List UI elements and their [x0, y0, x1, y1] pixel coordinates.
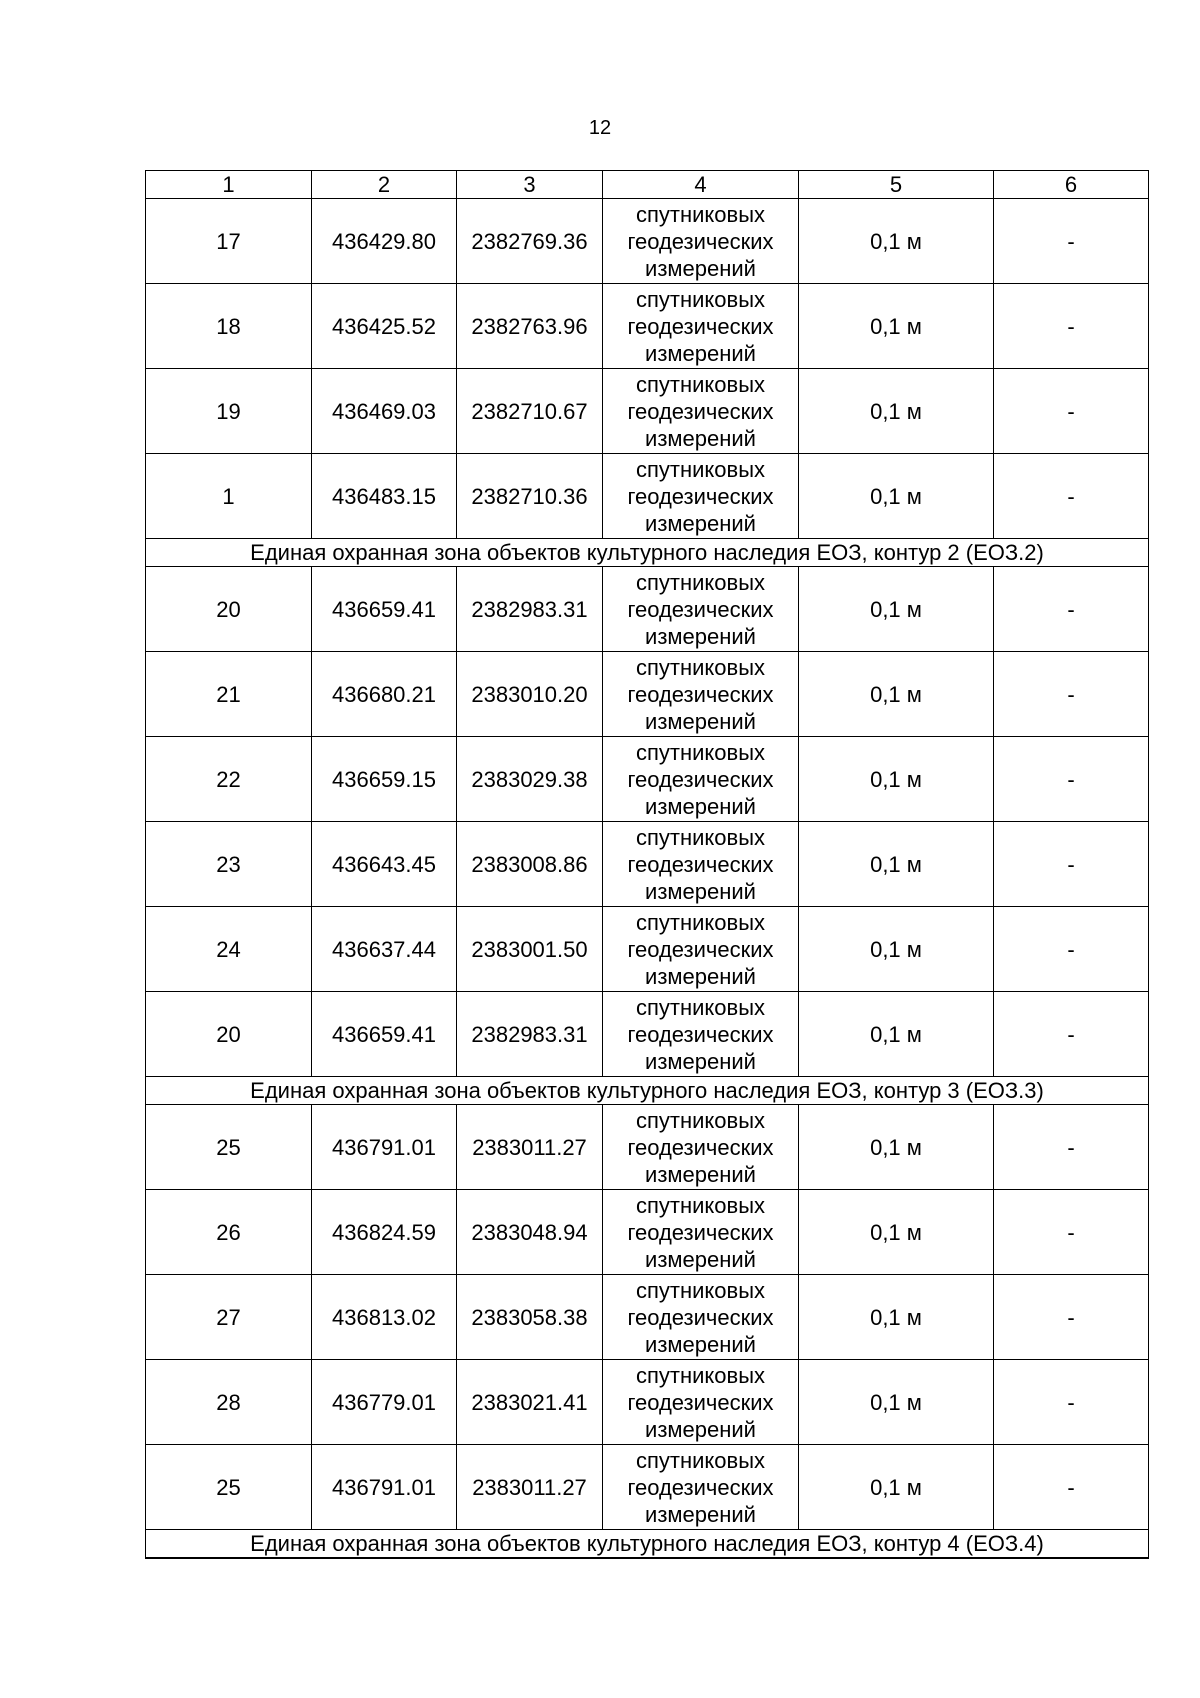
page-number: 12 — [588, 117, 612, 139]
accuracy-cell: 0,1 м — [799, 652, 994, 737]
method-cell: спутниковых геодезических измерений — [603, 1275, 799, 1360]
accuracy-cell: 0,1 м — [799, 1360, 994, 1445]
x-coordinate-cell: 436425.52 — [312, 284, 457, 369]
point-number-cell: 28 — [146, 1360, 312, 1445]
point-number-cell: 20 — [146, 992, 312, 1077]
extra-cell: - — [994, 454, 1149, 539]
y-coordinate-cell: 2382710.36 — [457, 454, 603, 539]
x-coordinate-cell: 436824.59 — [312, 1190, 457, 1275]
header-cell: 1 — [146, 171, 312, 199]
method-cell: спутниковых геодезических измерений — [603, 1360, 799, 1445]
extra-cell: - — [994, 652, 1149, 737]
point-number-cell: 1 — [146, 454, 312, 539]
header-cell: 3 — [457, 171, 603, 199]
point-number-cell: 25 — [146, 1445, 312, 1530]
method-cell: спутниковых геодезических измерений — [603, 992, 799, 1077]
y-coordinate-cell: 2383010.20 — [457, 652, 603, 737]
section-header-row — [146, 1077, 1149, 1105]
accuracy-cell: 0,1 м — [799, 284, 994, 369]
header-cell: 6 — [994, 171, 1149, 199]
x-coordinate-cell: 436779.01 — [312, 1360, 457, 1445]
table-row — [146, 567, 1149, 652]
x-coordinate-cell: 436659.41 — [312, 992, 457, 1077]
accuracy-cell: 0,1 м — [799, 992, 994, 1077]
y-coordinate-cell: 2383029.38 — [457, 737, 603, 822]
y-coordinate-cell: 2382983.31 — [457, 992, 603, 1077]
header-cell: 4 — [603, 171, 799, 199]
y-coordinate-cell: 2383011.27 — [457, 1445, 603, 1530]
table-row — [146, 454, 1149, 539]
y-coordinate-cell: 2382710.67 — [457, 369, 603, 454]
accuracy-cell: 0,1 м — [799, 907, 994, 992]
x-coordinate-cell: 436659.41 — [312, 567, 457, 652]
extra-cell: - — [994, 1275, 1149, 1360]
accuracy-cell: 0,1 м — [799, 369, 994, 454]
method-cell: спутниковых геодезических измерений — [603, 907, 799, 992]
table-row — [146, 1190, 1149, 1275]
section-header-row — [146, 1530, 1149, 1559]
header-cell: 5 — [799, 171, 994, 199]
extra-cell: - — [994, 199, 1149, 284]
table-row — [146, 652, 1149, 737]
table-row — [146, 907, 1149, 992]
x-coordinate-cell: 436429.80 — [312, 199, 457, 284]
section-title: Единая охранная зона объектов культурного наследия ЕОЗ, контур 4 (ЕОЗ.4) — [146, 1530, 1149, 1559]
point-number-cell: 25 — [146, 1105, 312, 1190]
table-body — [146, 171, 1149, 1559]
table-row — [146, 992, 1149, 1077]
table-row — [146, 369, 1149, 454]
x-coordinate-cell: 436791.01 — [312, 1105, 457, 1190]
point-number-cell: 26 — [146, 1190, 312, 1275]
point-number-cell: 19 — [146, 369, 312, 454]
table-row — [146, 1105, 1149, 1190]
y-coordinate-cell: 2383048.94 — [457, 1190, 603, 1275]
table-row — [146, 1275, 1149, 1360]
x-coordinate-cell: 436469.03 — [312, 369, 457, 454]
point-number-cell: 27 — [146, 1275, 312, 1360]
method-cell: спутниковых геодезических измерений — [603, 652, 799, 737]
table-row — [146, 822, 1149, 907]
extra-cell: - — [994, 1105, 1149, 1190]
extra-cell: - — [994, 567, 1149, 652]
extra-cell: - — [994, 822, 1149, 907]
extra-cell: - — [994, 1190, 1149, 1275]
table-row — [146, 1360, 1149, 1445]
accuracy-cell: 0,1 м — [799, 454, 994, 539]
method-cell: спутниковых геодезических измерений — [603, 454, 799, 539]
extra-cell: - — [994, 369, 1149, 454]
section-header-row — [146, 539, 1149, 567]
method-cell: спутниковых геодезических измерений — [603, 284, 799, 369]
y-coordinate-cell: 2383008.86 — [457, 822, 603, 907]
extra-cell: - — [994, 992, 1149, 1077]
x-coordinate-cell: 436680.21 — [312, 652, 457, 737]
method-cell: спутниковых геодезических измерений — [603, 1105, 799, 1190]
y-coordinate-cell: 2382769.36 — [457, 199, 603, 284]
table-header-row — [146, 171, 1149, 199]
x-coordinate-cell: 436483.15 — [312, 454, 457, 539]
accuracy-cell: 0,1 м — [799, 1105, 994, 1190]
x-coordinate-cell: 436643.45 — [312, 822, 457, 907]
extra-cell: - — [994, 284, 1149, 369]
point-number-cell: 21 — [146, 652, 312, 737]
table-row — [146, 284, 1149, 369]
coordinates-table — [145, 170, 1149, 1559]
y-coordinate-cell: 2383058.38 — [457, 1275, 603, 1360]
method-cell: спутниковых геодезических измерений — [603, 737, 799, 822]
y-coordinate-cell: 2383021.41 — [457, 1360, 603, 1445]
accuracy-cell: 0,1 м — [799, 199, 994, 284]
extra-cell: - — [994, 1360, 1149, 1445]
accuracy-cell: 0,1 м — [799, 1445, 994, 1530]
point-number-cell: 24 — [146, 907, 312, 992]
point-number-cell: 20 — [146, 567, 312, 652]
method-cell: спутниковых геодезических измерений — [603, 199, 799, 284]
accuracy-cell: 0,1 м — [799, 1190, 994, 1275]
accuracy-cell: 0,1 м — [799, 567, 994, 652]
point-number-cell: 17 — [146, 199, 312, 284]
accuracy-cell: 0,1 м — [799, 822, 994, 907]
method-cell: спутниковых геодезических измерений — [603, 567, 799, 652]
extra-cell: - — [994, 1445, 1149, 1530]
extra-cell: - — [994, 737, 1149, 822]
x-coordinate-cell: 436791.01 — [312, 1445, 457, 1530]
y-coordinate-cell: 2382983.31 — [457, 567, 603, 652]
method-cell: спутниковых геодезических измерений — [603, 822, 799, 907]
table-row — [146, 737, 1149, 822]
table-row — [146, 199, 1149, 284]
x-coordinate-cell: 436637.44 — [312, 907, 457, 992]
accuracy-cell: 0,1 м — [799, 1275, 994, 1360]
method-cell: спутниковых геодезических измерений — [603, 1190, 799, 1275]
point-number-cell: 22 — [146, 737, 312, 822]
table-row — [146, 1445, 1149, 1530]
header-cell: 2 — [312, 171, 457, 199]
y-coordinate-cell: 2383001.50 — [457, 907, 603, 992]
extra-cell: - — [994, 907, 1149, 992]
y-coordinate-cell: 2382763.96 — [457, 284, 603, 369]
x-coordinate-cell: 436659.15 — [312, 737, 457, 822]
method-cell: спутниковых геодезических измерений — [603, 1445, 799, 1530]
method-cell: спутниковых геодезических измерений — [603, 369, 799, 454]
point-number-cell: 23 — [146, 822, 312, 907]
section-title: Единая охранная зона объектов культурного наследия ЕОЗ, контур 3 (ЕОЗ.3) — [146, 1077, 1149, 1105]
x-coordinate-cell: 436813.02 — [312, 1275, 457, 1360]
y-coordinate-cell: 2383011.27 — [457, 1105, 603, 1190]
accuracy-cell: 0,1 м — [799, 737, 994, 822]
section-title: Единая охранная зона объектов культурного наследия ЕОЗ, контур 2 (ЕОЗ.2) — [146, 539, 1149, 567]
point-number-cell: 18 — [146, 284, 312, 369]
